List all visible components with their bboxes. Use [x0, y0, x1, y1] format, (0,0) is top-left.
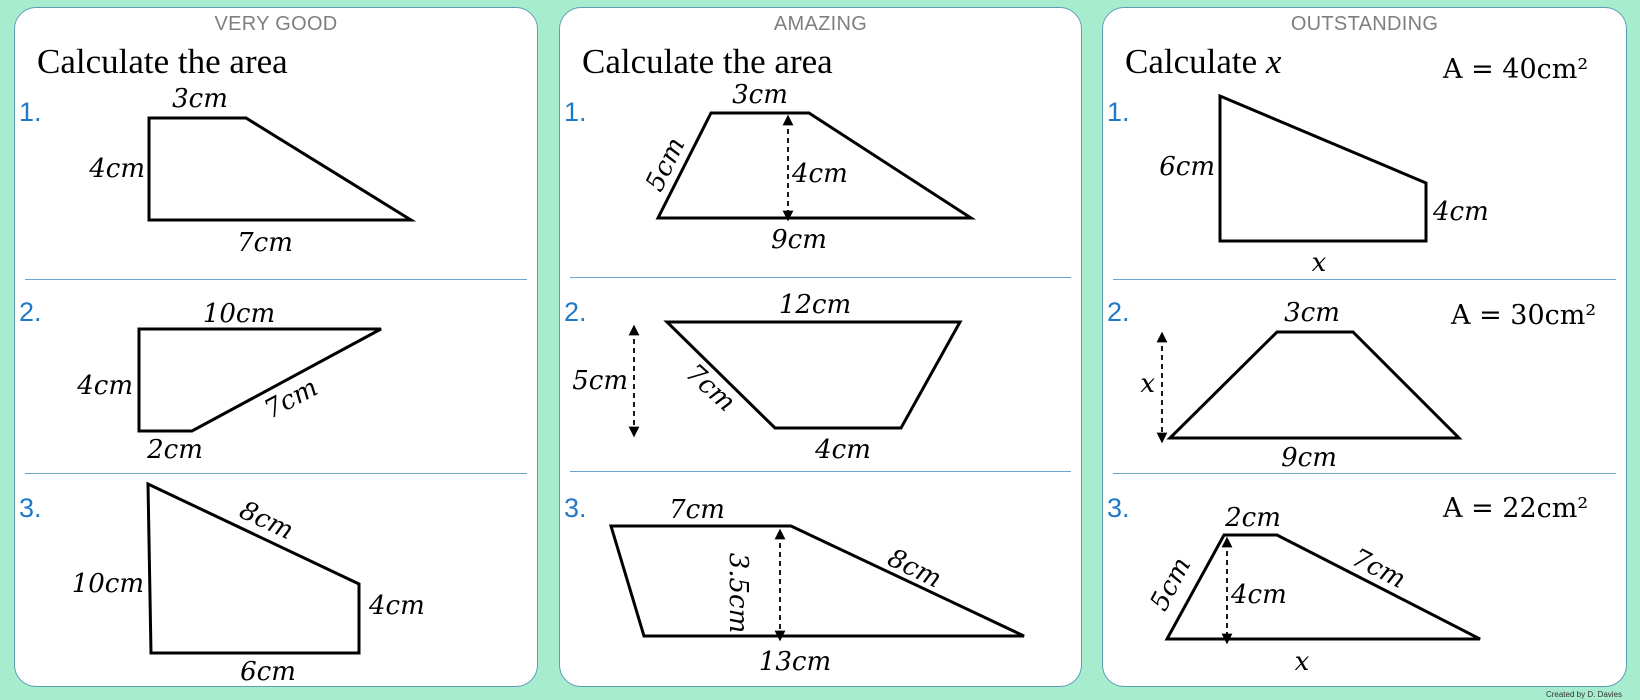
dimension-label: 7cm: [679, 358, 742, 418]
shapes-svg: [560, 8, 1082, 687]
panel-heading: Calculate the area: [582, 42, 833, 81]
dimension-label: 4cm: [369, 591, 425, 621]
question-number: 1.: [564, 97, 587, 127]
dimension-label: 7cm: [669, 495, 725, 525]
question-number: 1.: [19, 97, 42, 127]
dimension-label: 7cm: [237, 228, 293, 258]
question-number: 3.: [1107, 493, 1130, 523]
shapes-svg: [15, 8, 538, 687]
dimension-label: 13cm: [758, 647, 832, 677]
dimension-label: 3cm: [172, 84, 228, 114]
dimension-label: 4cm: [792, 159, 848, 189]
area-given: A = 30cm²: [1451, 300, 1597, 331]
dimension-label: 10cm: [71, 569, 144, 599]
question-number: 2.: [19, 297, 42, 327]
dimension-label: 3.5cm: [723, 552, 753, 634]
level-label: VERY GOOD: [214, 13, 338, 35]
area-given: A = 22cm²: [1443, 493, 1589, 524]
question-number: 2.: [1107, 297, 1130, 327]
dimension-label: 4cm: [77, 371, 133, 401]
question-number: 3.: [564, 493, 587, 523]
dimension-label: 4cm: [1433, 197, 1489, 227]
dimension-label: 4cm: [89, 154, 145, 184]
level-label: OUTSTANDING: [1290, 13, 1439, 35]
panel-heading: Calculate the area: [37, 42, 288, 81]
author-credit: Created by D. Davies: [1545, 690, 1622, 699]
dimension-label: 8cm: [234, 495, 298, 547]
panel-amazing: [559, 7, 1082, 687]
dimension-label: 12cm: [778, 290, 852, 320]
question-number: 2.: [564, 297, 587, 327]
dimension-label: x: [1311, 248, 1327, 278]
dimension-label: 8cm: [882, 543, 947, 595]
trapezium-shape: [611, 526, 1024, 636]
dimension-label: 4cm: [1231, 580, 1287, 610]
dimension-label: 6cm: [240, 657, 296, 687]
dimension-label: 9cm: [1281, 443, 1337, 473]
area-given: A = 40cm²: [1443, 54, 1589, 85]
dimension-label: 7cm: [1346, 542, 1411, 595]
level-label: AMAZING: [773, 13, 868, 35]
dimension-label: 10cm: [202, 299, 276, 329]
trapezium-shape: [1170, 332, 1459, 438]
dimension-label: 4cm: [815, 435, 871, 465]
dimension-label: 5cm: [640, 132, 692, 197]
trapezium-shape: [139, 329, 381, 431]
dimension-label: 9cm: [771, 225, 827, 255]
heading-text: Calculate: [1125, 42, 1266, 81]
dimension-label: 5cm: [1144, 552, 1198, 616]
trapezium-shape: [1167, 535, 1480, 639]
dimension-label: 5cm: [572, 366, 628, 396]
panel-very-good: [14, 7, 538, 687]
question-number: 1.: [1107, 97, 1130, 127]
shapes-svg: [1103, 8, 1627, 687]
dimension-label: 3cm: [1284, 298, 1340, 328]
dimension-label: 2cm: [147, 435, 203, 465]
question-number: 3.: [19, 493, 42, 523]
trapezium-shape: [1220, 96, 1426, 241]
trapezium-shape: [149, 118, 411, 220]
dimension-label: 3cm: [732, 80, 788, 110]
dimension-label: 2cm: [1225, 503, 1281, 533]
dimension-label: x: [1140, 369, 1155, 399]
dimension-label: 7cm: [259, 372, 323, 426]
panel-outstanding: [1102, 7, 1627, 687]
heading-variable: x: [1265, 42, 1282, 81]
dimension-label: 6cm: [1159, 152, 1215, 182]
dimension-label: x: [1294, 647, 1310, 677]
